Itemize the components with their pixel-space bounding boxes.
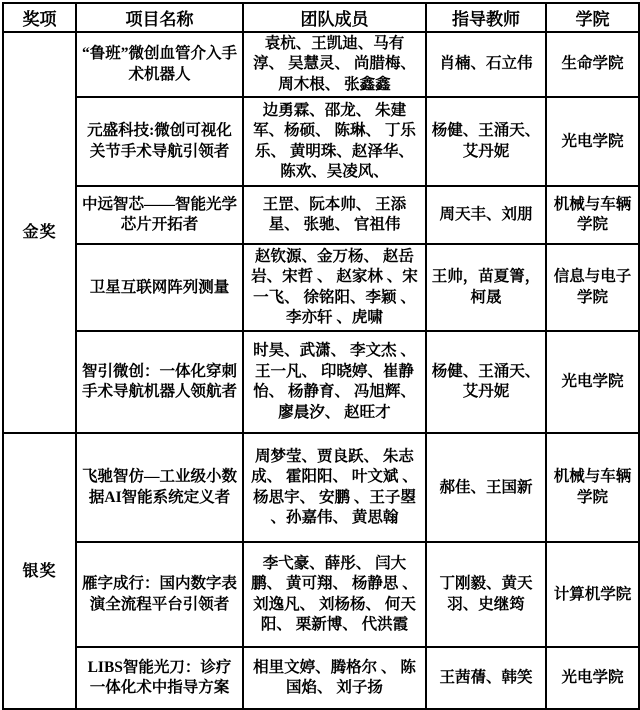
table-row <box>3 97 639 186</box>
members-cell: 时昊、武潇、 李文杰 、 王一凡、 印晓婷、崔静怡、 杨静育、 冯旭辉、 廖晨汐、 赵旺才 <box>243 331 426 433</box>
awards-table <box>2 2 640 710</box>
header-cell-3: 指导教师 <box>426 3 546 32</box>
header-row <box>3 3 639 32</box>
members-cell: 赵钦源、金万杨、 赵岳岩、宋哲 、 赵家林 、宋一飞、 徐铭阳、李颖 、李亦轩 、虎啸 <box>243 244 426 331</box>
project-cell: 元盛科技:微创可视化关节手术导航引领者 <box>76 97 243 186</box>
table-row <box>3 331 639 433</box>
table-row <box>3 647 639 709</box>
advisors-cell: 杨健、王涌天、艾丹妮 <box>426 331 546 433</box>
project-cell: 雁字成行：国内数字表演全流程平台引领者 <box>76 542 243 647</box>
award-cell: 银奖 <box>3 433 76 709</box>
project-cell: LIBS智能光刀：诊疗一体化术中指导方案 <box>76 647 243 709</box>
members-cell: 袁杭、王凯迪、马有淳、 吴慧灵、 尚腊梅、周木根、 张鑫鑫 <box>243 32 426 97</box>
table-body <box>3 32 639 709</box>
advisors-cell: 杨健、王涌天、艾丹妮 <box>426 97 546 186</box>
header-cell-1: 项目名称 <box>76 3 243 32</box>
table-row <box>3 433 639 542</box>
table-row <box>3 542 639 647</box>
college-cell: 光电学院 <box>546 97 639 186</box>
project-cell: 中远智芯——智能光学芯片开拓者 <box>76 186 243 244</box>
advisors-cell: 周天丰、刘朋 <box>426 186 546 244</box>
college-cell: 光电学院 <box>546 331 639 433</box>
table-row <box>3 186 639 244</box>
college-cell: 机械与车辆学院 <box>546 433 639 542</box>
college-cell: 机械与车辆学院 <box>546 186 639 244</box>
advisors-cell: 肖楠、石立伟 <box>426 32 546 97</box>
members-cell: 相里文婷、腾格尔 、 陈国焰、 刘子扬 <box>243 647 426 709</box>
table-row <box>3 32 639 97</box>
college-cell: 光电学院 <box>546 647 639 709</box>
header-cell-2: 团队成员 <box>243 3 426 32</box>
table-row <box>3 244 639 331</box>
header-cell-4: 学院 <box>546 3 639 32</box>
members-cell: 王罡、阮本帅、 王添星、 张驰、 官祖伟 <box>243 186 426 244</box>
project-cell: 智引微创：一体化穿刺手术导航机器人领航者 <box>76 331 243 433</box>
members-cell: 周梦莹、贾良跃、 朱志成、 霍阳阳、 叶文斌 、 杨思宇、 安鹏 、王子曌 、孙嘉伟、 黄思翰 <box>243 433 426 542</box>
project-cell: 飞驰智仿—工业级小数据AI智能系统定义者 <box>76 433 243 542</box>
advisors-cell: 丁刚毅、黄天羽、史继筠 <box>426 542 546 647</box>
college-cell: 信息与电子学院 <box>546 244 639 331</box>
college-cell: 计算机学院 <box>546 542 639 647</box>
members-cell: 边勇霖、邵龙、 朱建军、杨硕、 陈琳、 丁乐乐、 黄明珠、赵泽华、 陈欢、吴凌风、 <box>243 97 426 186</box>
project-cell: 卫星互联网阵列测量 <box>76 244 243 331</box>
college-cell: 生命学院 <box>546 32 639 97</box>
advisors-cell: 王茜蒨、韩笑 <box>426 647 546 709</box>
members-cell: 李弋豪、薛彤、 闫大鹏、 黄可翔、 杨静思 、 刘逸凡、 刘杨杨、 何天阳、 栗新博、 代洪霞 <box>243 542 426 647</box>
advisors-cell: 郝佳、王国新 <box>426 433 546 542</box>
header-cell-0: 奖项 <box>3 3 76 32</box>
project-cell: “鲁班”微创血管介入手术机器人 <box>76 32 243 97</box>
award-cell: 金奖 <box>3 32 76 433</box>
advisors-cell: 王帅，苗夏箐，柯晟 <box>426 244 546 331</box>
